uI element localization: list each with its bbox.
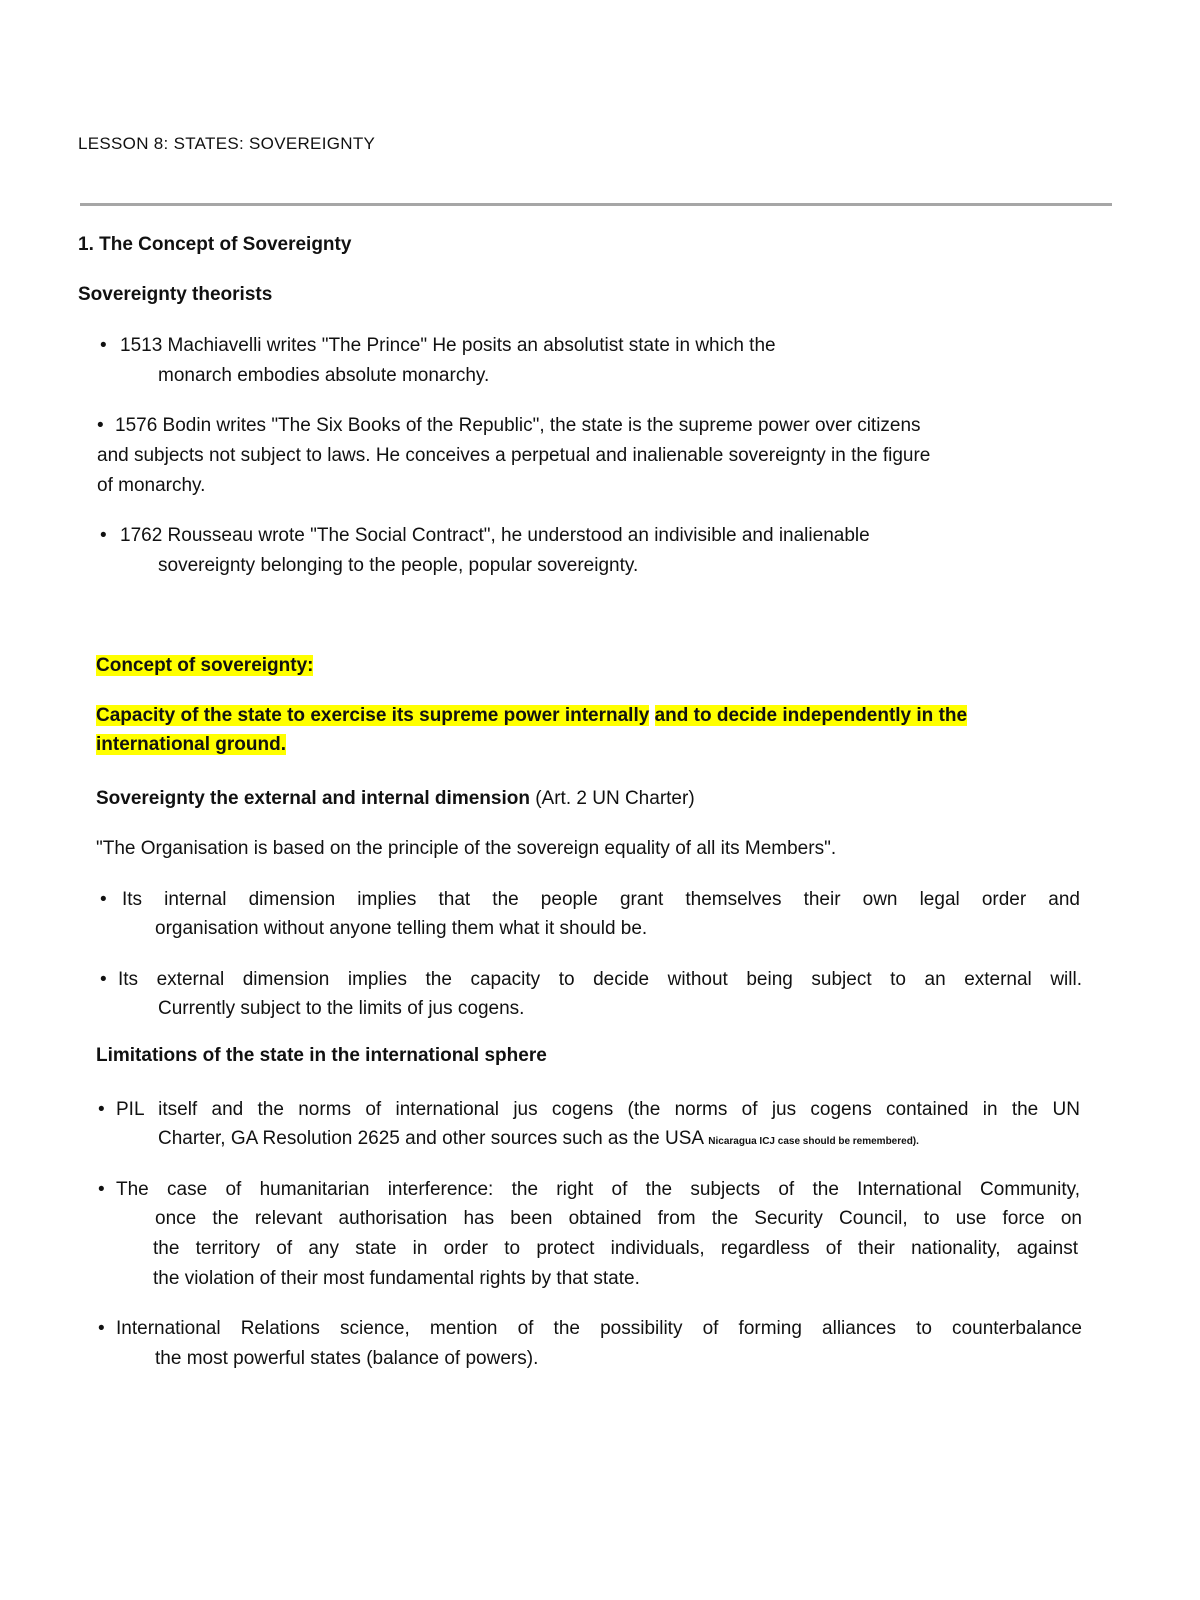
dimension-item-line: organisation without anyone telling them what it should be. xyxy=(155,918,648,939)
concept-definition-line2-text: international ground. xyxy=(96,734,286,755)
dimension-heading-bold: Sovereignty the external and internal dimension xyxy=(96,788,530,809)
theorist-item-line: and subjects not subject to laws. He conceives a perpetual and inalienable sovereignty in the figure xyxy=(97,445,931,466)
limitation-item-line: the violation of their most fundamental rights by that state. xyxy=(153,1268,640,1289)
limitation-item-line: The case of humanitarian interference: the right of the subjects of the International Community, xyxy=(116,1179,1080,1200)
limitation-item-text: Charter, GA Resolution 2625 and other sources such as the USA xyxy=(158,1128,703,1149)
limitation-item-line: International Relations science, mention of the possibility of forming alliances to counterbalance xyxy=(116,1318,1082,1339)
dimension-heading-rest: (Art. 2 UN Charter) xyxy=(535,788,695,809)
bullet-icon: • xyxy=(98,1318,105,1339)
dimension-item-line: Currently subject to the limits of jus cogens. xyxy=(158,998,525,1019)
theorists-heading: Sovereignty theorists xyxy=(78,284,273,305)
limitation-item-line: the territory of any state in order to protect individuals, regardless of their nationality, against xyxy=(153,1238,1078,1259)
dimension-item-line: Its internal dimension implies that the people grant themselves their own legal order and xyxy=(122,889,1080,910)
un-charter-quote: "The Organisation is based on the principle of the sovereign equality of all its Members". xyxy=(96,838,837,859)
limitation-item-line: once the relevant authorisation has been obtained from the Security Council, to use force on xyxy=(155,1208,1082,1229)
dimension-item-line: Its external dimension implies the capacity to decide without being subject to an external will. xyxy=(118,969,1082,990)
concept-heading xyxy=(96,655,313,677)
lesson-title: LESSON 8: STATES: SOVEREIGNTY xyxy=(78,134,376,153)
theorist-item-line: 1762 Rousseau wrote "The Social Contract", he understood an indivisible and inalienable xyxy=(120,525,870,546)
dimension-heading xyxy=(96,784,695,814)
limitation-item-small-text: Nicaragua ICJ case should be remembered). xyxy=(708,1136,919,1147)
concept-definition xyxy=(96,705,967,727)
concept-definition-part2: and to decide independently in the xyxy=(654,705,968,726)
limitations-heading: Limitations of the state in the international sphere xyxy=(96,1045,547,1066)
limitation-item-line xyxy=(158,1124,919,1157)
concept-definition-part1: Capacity of the state to exercise its supreme power internally xyxy=(96,705,650,726)
bullet-icon: • xyxy=(100,969,107,990)
limitation-item-line: the most powerful states (balance of powers). xyxy=(155,1348,539,1369)
bullet-icon: • xyxy=(98,1099,105,1120)
section-heading: 1. The Concept of Sovereignty xyxy=(78,234,352,255)
theorist-item-line: monarch embodies absolute monarchy. xyxy=(158,365,490,386)
bullet-icon: • xyxy=(97,415,104,436)
theorist-item-line: 1576 Bodin writes "The Six Books of the Republic", the state is the supreme power over citizens xyxy=(115,415,921,436)
bullet-icon: • xyxy=(100,889,107,910)
theorist-item-line: sovereignty belonging to the people, popular sovereignty. xyxy=(158,555,639,576)
bullet-icon: • xyxy=(100,335,107,356)
theorist-item-line: 1513 Machiavelli writes "The Prince" He posits an absolutist state in which the xyxy=(120,335,776,356)
concept-definition-line2 xyxy=(96,734,286,756)
theorist-item-line: of monarchy. xyxy=(97,475,206,496)
bullet-icon: • xyxy=(100,525,107,546)
bullet-icon: • xyxy=(98,1179,105,1200)
concept-heading-text: Concept of sovereignty: xyxy=(96,655,314,676)
horizontal-divider xyxy=(80,203,1112,206)
limitation-item-line: PIL itself and the norms of international jus cogens (the norms of jus cogens contained in the UN xyxy=(116,1099,1080,1120)
